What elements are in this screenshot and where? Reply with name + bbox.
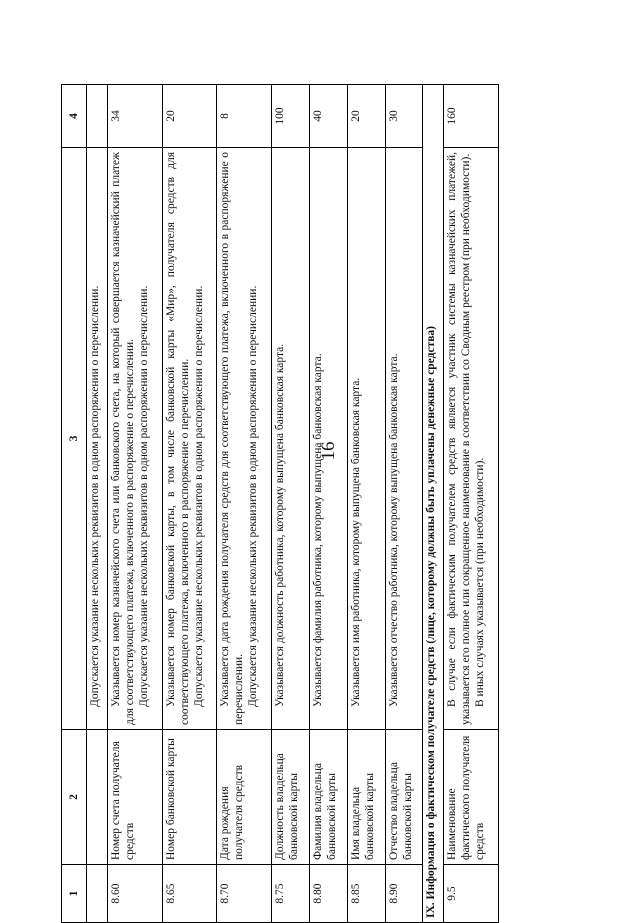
- description-cell: [107, 148, 162, 730]
- row-number: 9.5: [444, 865, 499, 923]
- requisite-name: Номер банковской карты: [162, 730, 217, 865]
- column-header-4: 4: [62, 85, 87, 148]
- table-row: [217, 85, 272, 923]
- max-length: 20: [162, 85, 217, 148]
- rotated-table-container: [61, 85, 499, 923]
- description-cell: [385, 148, 423, 730]
- max-length: 34: [107, 85, 162, 148]
- requisite-name: Имя владельца банковской карты: [347, 730, 385, 865]
- table-row: [272, 85, 310, 923]
- requisites-table: [61, 84, 499, 923]
- description-paragraph: Указывается отчество работника, которому выпущена банковская карта.: [387, 353, 400, 707]
- description-paragraph: Указывается должность работника, которому выпущена банковская карта.: [274, 343, 287, 707]
- section-row: [423, 85, 444, 923]
- description-paragraph: Допускается указание нескольких реквизитов в одном распоряжении о перечислении.: [89, 285, 101, 707]
- table-header-row: [62, 85, 87, 923]
- page-number: 16: [318, 441, 339, 461]
- row-number: 8.90: [385, 865, 423, 923]
- max-length: 40: [310, 85, 348, 148]
- description-cell: [272, 148, 310, 730]
- table-row: [87, 85, 108, 923]
- requisite-name: Должность владельца банковской карты: [272, 730, 310, 865]
- row-number: [87, 865, 108, 923]
- description-paragraph: Допускается указание нескольких реквизитов в одном распоряжении о перечислении.: [192, 285, 205, 707]
- table-row: [310, 85, 348, 923]
- description-cell: [347, 148, 385, 730]
- row-number: 8.75: [272, 865, 310, 923]
- row-number: 8.70: [217, 865, 272, 923]
- table-row: [162, 85, 217, 923]
- table-body: [87, 85, 499, 923]
- row-number: 8.80: [310, 865, 348, 923]
- description-cell: [310, 148, 348, 730]
- column-header-2: 2: [62, 730, 87, 865]
- max-length: 160: [444, 85, 499, 148]
- row-number: 8.65: [162, 865, 217, 923]
- row-number: 8.85: [347, 865, 385, 923]
- description-paragraph: Указывается дата рождения получателя средств для соответствующего платежа, включенного в распоряжение о перечислении.: [219, 152, 246, 725]
- requisite-name: Отчество владельца банковской карты: [385, 730, 423, 865]
- requisite-name: [87, 730, 108, 865]
- description-paragraph: В иных случаях указывается (при необходимости).: [474, 457, 487, 707]
- row-number: 8.60: [107, 865, 162, 923]
- column-header-3: 3: [62, 148, 87, 730]
- column-header-1: 1: [62, 865, 87, 923]
- description-cell: [162, 148, 217, 730]
- requisite-name: Фамилия владельца банковской карты: [310, 730, 348, 865]
- table-row: [385, 85, 423, 923]
- table-row: [107, 85, 162, 923]
- description-paragraph: Указывается фамилия работника, которому выпущена банковская карта.: [312, 353, 325, 707]
- max-length: 100: [272, 85, 310, 148]
- description-paragraph: Допускается указание нескольких реквизитов в одном распоряжении о перечислении.: [137, 285, 150, 707]
- table-row: [444, 85, 499, 923]
- description-paragraph: Указывается номер казначейского счета или банковского счета, на который совершается казначейский платеж для соответствующего платежа, включенного в распоряжение о перечислении.: [109, 152, 136, 725]
- requisite-name: Номер счета получателя средств: [107, 730, 162, 865]
- max-length: 30: [385, 85, 423, 148]
- description-paragraph: Указывается номер банковской карты, в том числе банковской карты «Мир», получателя средств для соответствующего платежа, включенного в распоряжение о перечислении.: [164, 152, 191, 725]
- description-paragraph: Допускается указание нескольких реквизитов в одном распоряжении о перечислении.: [247, 285, 260, 707]
- requisite-name: Дата рождения получателя средств: [217, 730, 272, 865]
- max-length: 20: [347, 85, 385, 148]
- table-row: [347, 85, 385, 923]
- max-length: [87, 85, 108, 148]
- description-paragraph: В случае если фактическим получателем средств является участник системы казначейских платежей, указывается его полное или сокращенное наименование в соответствии со Сводным реестром (при необходимости).: [446, 152, 473, 725]
- description-cell: [217, 148, 272, 730]
- description-cell: [87, 148, 108, 730]
- section-title: IX. Информация о фактическом получателе средств (лице, которому должны быть уплачены денежные средства): [423, 85, 444, 923]
- max-length: 8: [217, 85, 272, 148]
- requisite-name: Наименование фактического получателя средств: [444, 730, 499, 865]
- description-cell: [444, 148, 499, 730]
- description-paragraph: Указывается имя работника, которому выпущена банковская карта.: [349, 377, 362, 707]
